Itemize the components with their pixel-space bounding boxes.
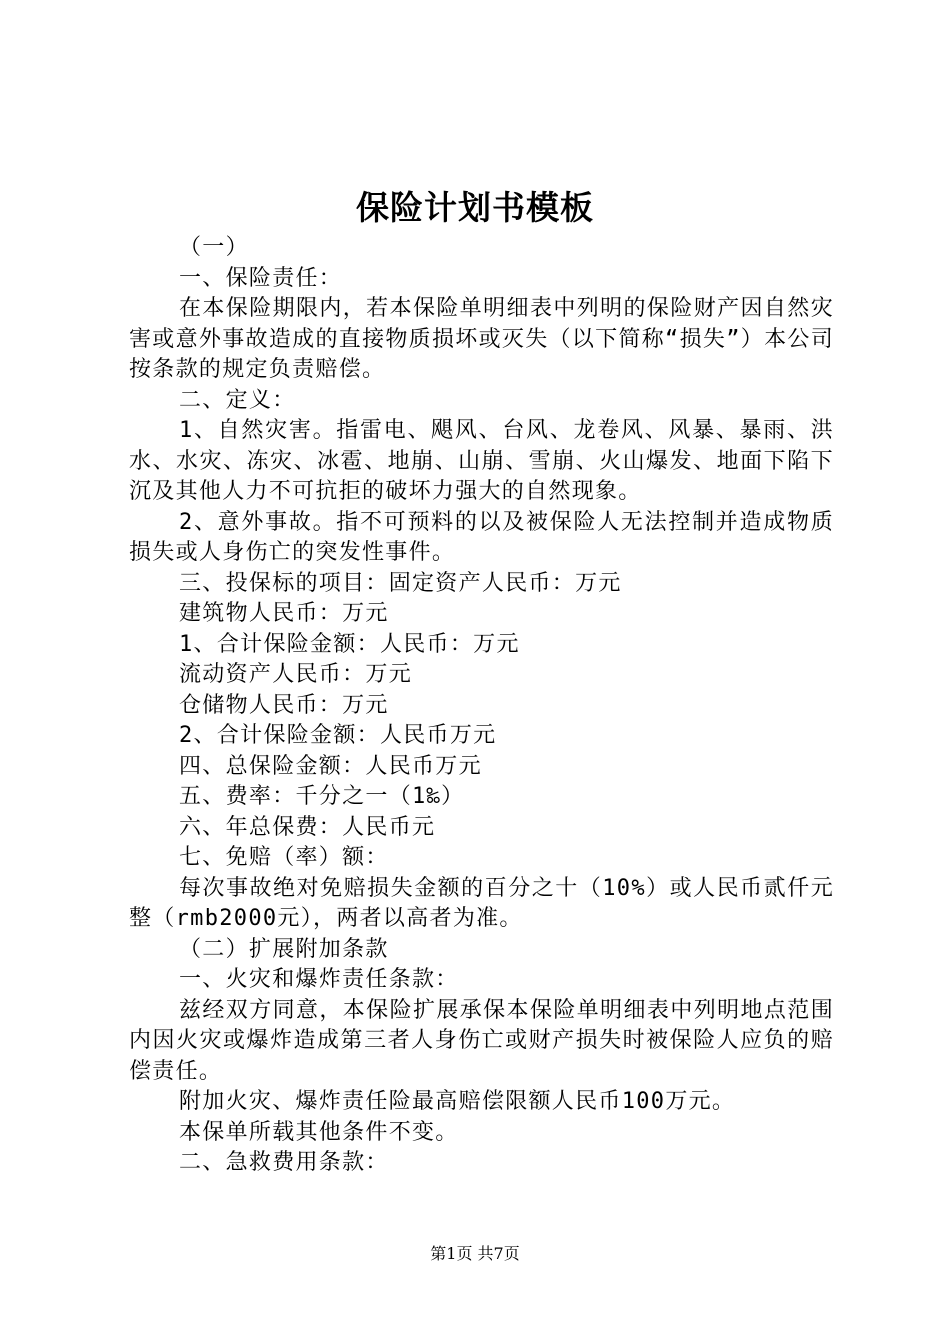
paragraph: 2、合计保险金额：人民币万元	[179, 723, 497, 748]
paragraph: 兹经双方同意，本保险扩展承保本保险单明细表中列明地点范围内因火灾或爆炸造成第三者人身伤亡或财产损失时被保险人应负的赔偿责任。	[129, 997, 834, 1084]
paragraph: 每次事故绝对免赔损失金额的百分之十（10%）或人民币贰仟元整（rmb2000元），两者以高者为准。	[129, 875, 834, 931]
paragraph: （二）扩展附加条款	[179, 936, 389, 962]
paragraph: 六、年总保费：人民币元	[179, 814, 436, 840]
page-footer: 第1页 共7页	[430, 1244, 520, 1263]
paragraph: 四、总保险金额：人民币万元	[179, 753, 482, 779]
paragraph: 附加火灾、爆炸责任险最高赔偿限额人民币100万元。	[179, 1089, 736, 1114]
paragraph: 流动资产人民币：万元	[179, 662, 413, 687]
paragraph: 五、费率：千分之一（1‰）	[179, 784, 465, 809]
document-body	[129, 233, 834, 1179]
paragraph: 二、定义：	[179, 387, 296, 413]
paragraph: 一、火灾和爆炸责任条款：	[179, 967, 459, 992]
paragraph: 一、保险责任：	[179, 265, 343, 291]
document-title: 保险计划书模板	[356, 188, 594, 227]
paragraph: 2、意外事故。指不可预料的以及被保险人无法控制并造成物质损失或人身伤亡的突发性事件。	[129, 509, 834, 565]
paragraph: 七、免赔（率）额：	[179, 845, 389, 870]
paragraph: 三、投保标的项目：固定资产人民币：万元	[179, 570, 622, 596]
paragraph: （一）	[179, 235, 249, 260]
paragraph: 仓储物人民币：万元	[179, 692, 389, 718]
paragraph: 1、合计保险金额：人民币：万元	[179, 631, 520, 657]
paragraph: 在本保险期限内，若本保险单明细表中列明的保险财产因自然灾害或意外事故造成的直接物质损坏或灭失（以下简称“损失”）本公司按条款的规定负责赔偿。	[129, 296, 834, 382]
paragraph: 1、自然灾害。指雷电、飓风、台风、龙卷风、风暴、暴雨、洪水、水灾、冻灾、冰雹、地崩、山崩、雪崩、火山爆发、地面下陷下沉及其他人力不可抗拒的破坏力强大的自然现象。	[129, 418, 834, 504]
paragraph: 二、急救费用条款：	[179, 1150, 389, 1175]
paragraph: 建筑物人民币：万元	[179, 601, 389, 626]
paragraph: 本保单所载其他条件不变。	[179, 1119, 459, 1145]
